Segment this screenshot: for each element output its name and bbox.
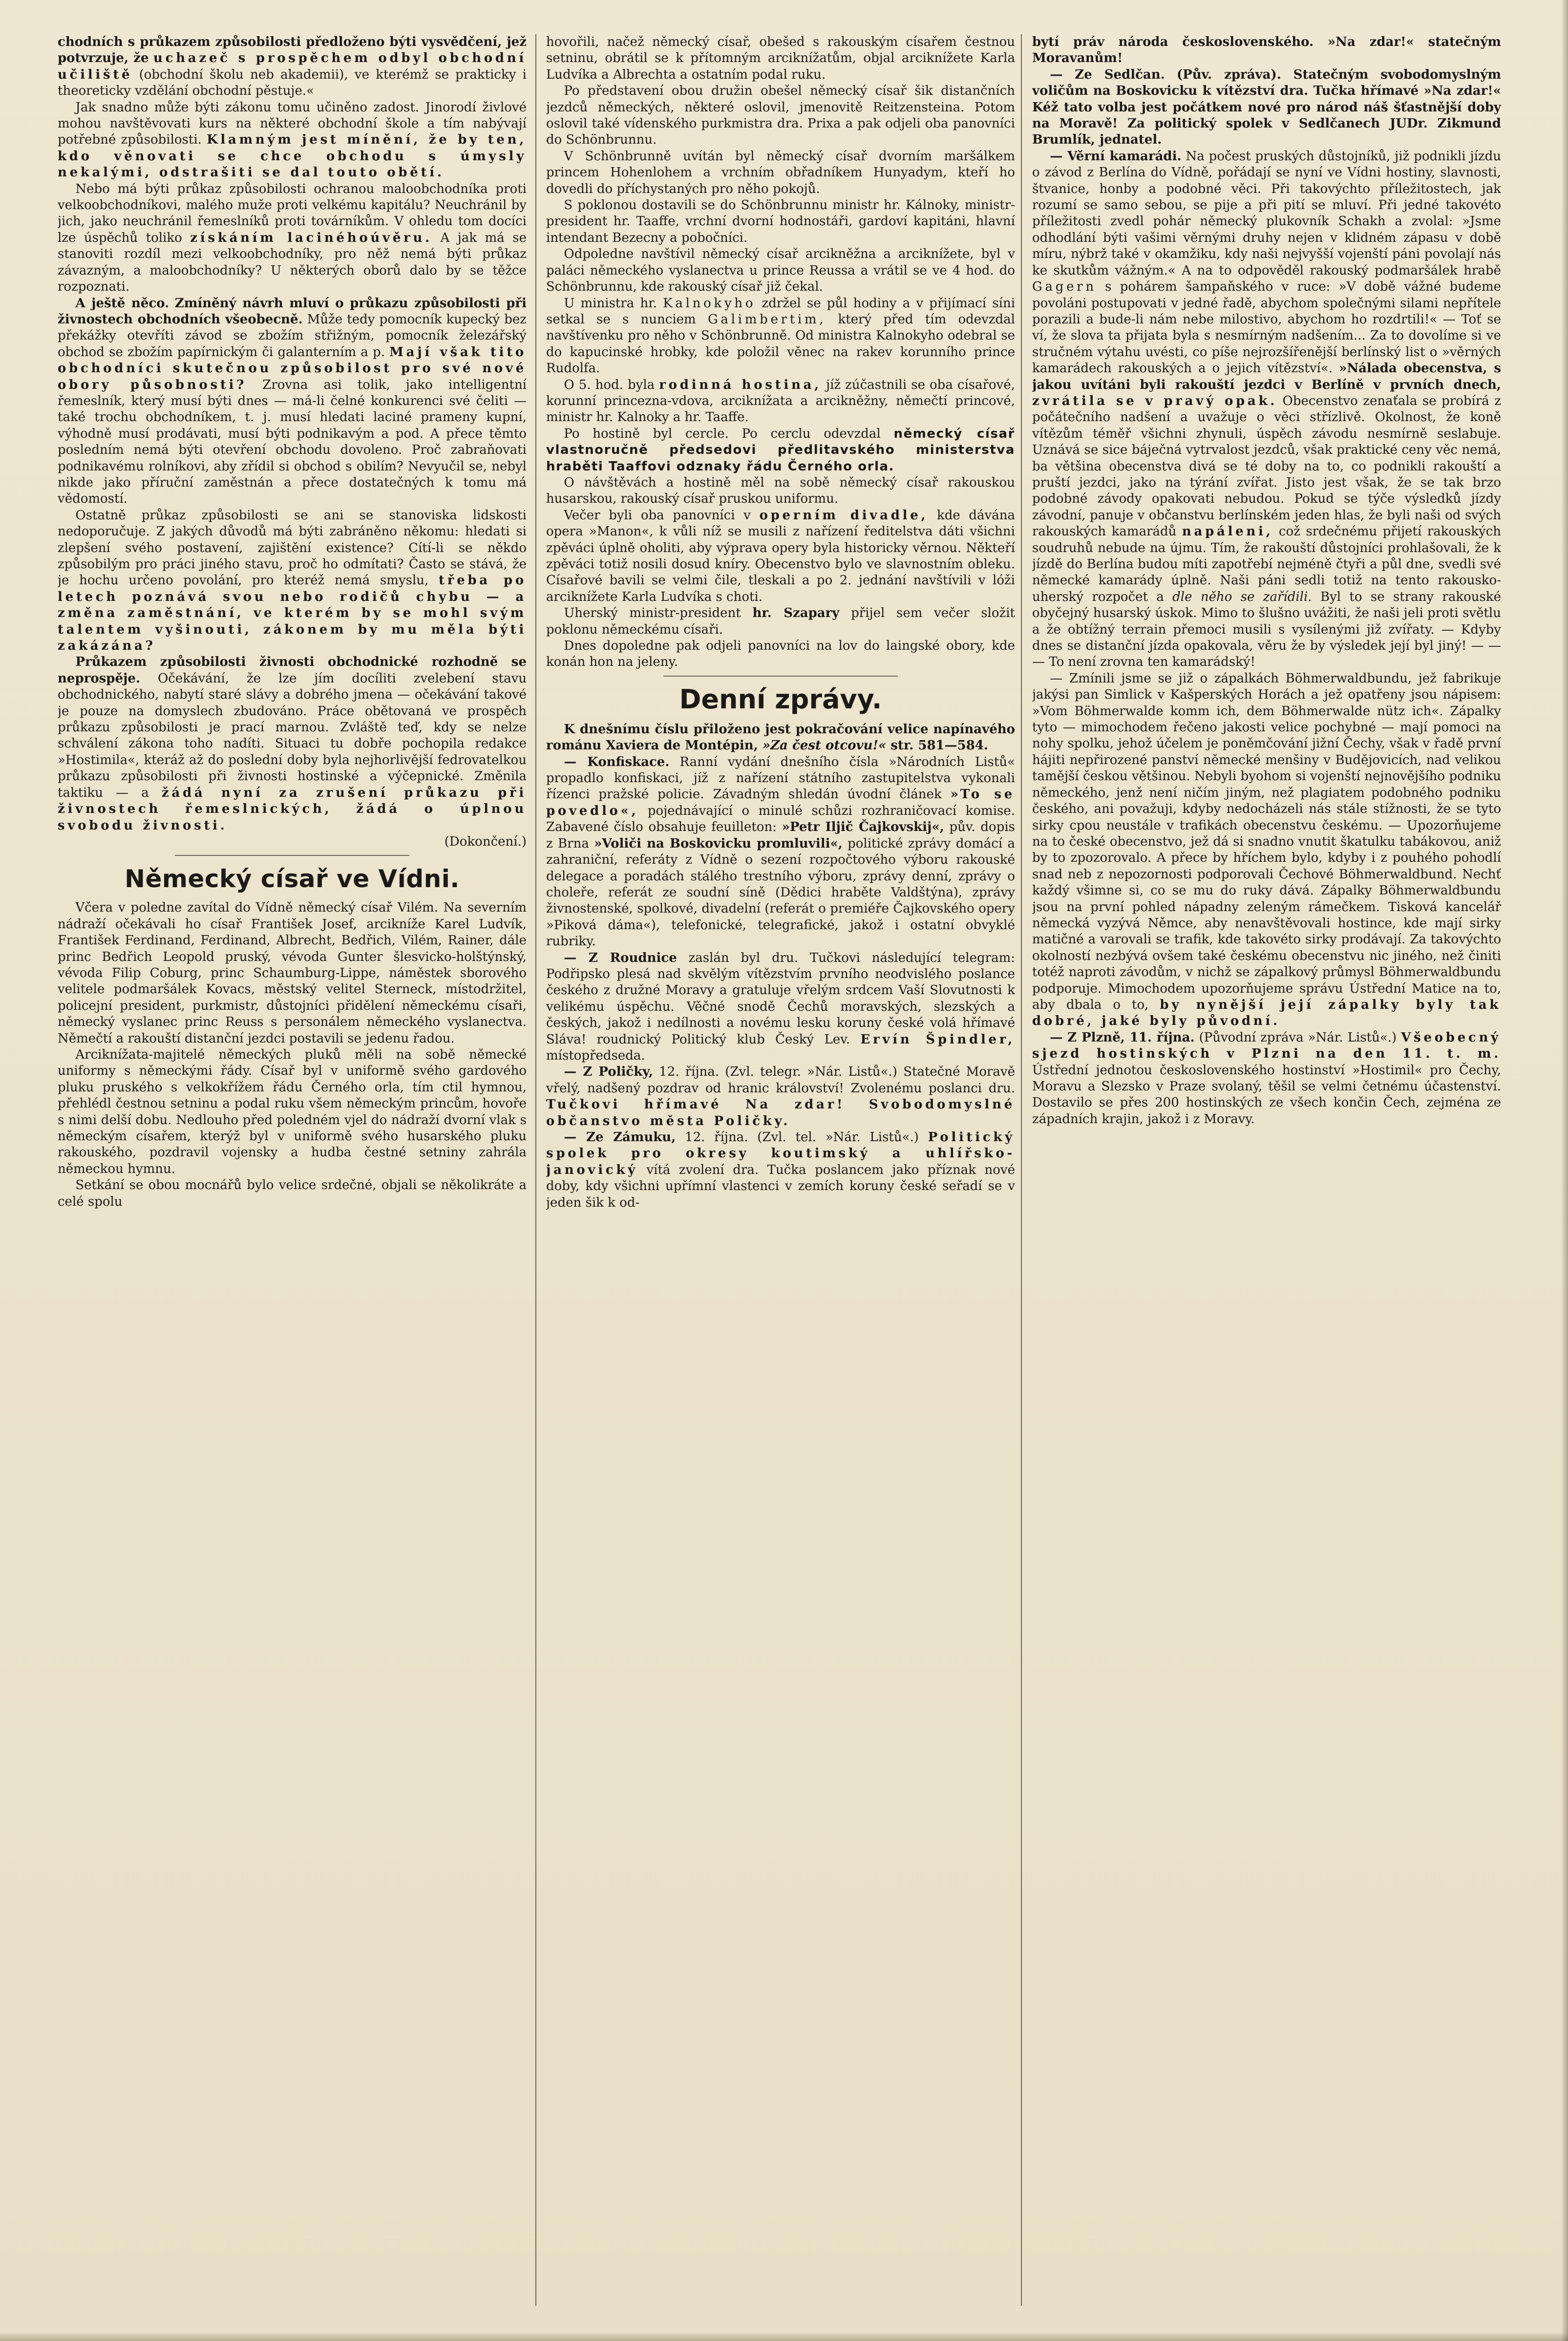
- paragraph: U ministra hr. Kalnokyho zdržel se půl hodiny a v přijímací síni setkal se s nunciem Galimbertim, který před tím odevzdal navštívenku pro něho v Schönbrunně. Od ministra Kalnokyho odebral se do kapucinské hrobky, kde položil věnec na rakev korunního prince Rudolfa.: [546, 296, 1015, 376]
- paragraph: — Zmínili jsme se již o zápalkách Böhmerwaldbundu, jež fabrikuje jakýsi pan Simlick v Kašperských Horách a jež opatřeny jsou nápisem: »Vom Böhmerwalde komm ich, dem Böhmerwalde nütz ich«. Zápalky tyto — mimochodem řečeno jakosti velice pochybné — mají pomoci na nohy spolku, jehož účelem je poněmčování jižní Čechy, však v řadě první hájiti nepřirozené panství německé menšiny v Budějovicích, nad velikou tamější českou většinou. Nebyli byohom si vojenští nejnovějšího podniku německého, jenž není ničím jiným, než plagiatem podobného podniku českého, ani považuji, kdyby nedocházeli nás stále stížnosti, že se tyto sirky cpou neustále v trafikách obecenstvu českému. — Upozorňujeme na to české obecenstvo, jež dá si snadno vnutit škatulku tabákovou, aniž by to zpozorovalo. A přece by hříchem bylo, kdyby i z pouhého pohodlí snad neb z nepozornosti podporovali Čechové Böhmerwaldbund. Nechť každý všimne si, co se mu do ruky dává. Zápalky Böhmerwaldbundu jsou na první pohled nápadny zeleným rámečkem. Tisková kancelář německá vyzývá Němce, aby nenavštěvovali hostince, kde mají sirky matičné a varovali se trafik, kde takovéto sirky prodávají. Za takovýchto okolností nezbývá ovšem také českému obecenstvu nic jiného, než činiti totéž naproti závodům, v nichž se zápalkový průmysl Böhmerwaldbundu podporuje. Mimochodem upozorňujeme správu Ústřední Matice na to, aby dbala o to, by nynější její zápalky byly tak dobré, jaké byly původní.: [1032, 671, 1501, 1029]
- paragraph: Setkání se obou mocnářů bylo velice srdečné, objali se několikráte a celé spolu: [58, 1178, 527, 1209]
- column-2: [546, 34, 1015, 2311]
- paragraph: — Ze Zámuku, 12. října. (Zvl. tel. »Nár. Listů«.) Politický spolek pro okresy koutimský a uhlířsko-janovický vítá zvolení dra. Tučka poslancem jako příznak nové doby, kdy všichni upřímní vlastenci v zemích koruny české seřadí se v jeden šik k od-: [546, 1130, 1015, 1210]
- paragraph: bytí práv národa československého. »Na zdar!« statečným Moravanům!: [1032, 35, 1501, 66]
- paragraph: chodních s průkazem způsobilosti předloženo býti vysvědčení, jež potvrzuje, že uchazeč s prospěchem odbyl obchodní učiliště (obchodní školu neb akademii), ve kterémž se prakticky i theoreticky vzdělání obchodní pěstuje.«: [58, 35, 527, 99]
- paragraph: Ostatně průkaz způsobilosti se ani se stanoviska lidskosti nedoporučuje. Z jakých důvodů má býti zabráněno někomu: hledati si zlepšení svého postavení, zajištění existence? Cítí-li se někdo způsobilým pro práci jiného stavu, proč ho odmítati? Často se stává, že je hochu určeno povolání, pro kteréž nemá smyslu, třeba po letech poznává svou nebo rodičů chybu — a změna zaměstnání, ve kterém by se mohl svým talentem vyšinouti, zákonem by mu měla býti zakázána?: [58, 508, 527, 654]
- section-heading: Německý císař ve Vídni.: [125, 865, 460, 894]
- page-edge: [1561, 0, 1568, 2341]
- page-edge: [0, 2332, 1568, 2341]
- paragraph: O návštěvách a hostině měl na sobě německý císař rakouskou husarskou, rakouský císař pruskou uniformu.: [546, 475, 1015, 507]
- paragraph: S poklonou dostavili se do Schönbrunnu ministr hr. Kálnoky, ministr-president hr. Taaffe, vrchní dvorní hodnostáři, gardoví kapitáni, hlavní intendant Bezecny a pobočníci.: [546, 198, 1015, 245]
- section-heading: Denní zprávy.: [679, 683, 882, 715]
- paragraph: — Z Roudnice zaslán byl dru. Tučkovi následující telegram: Podřipsko plesá nad skvělým vítězstvím prvního neodvislého poslance českého z družné Moravy a gratuluje vřelým srdcem Vaší Slovutnosti k velikému úspěchu. Věčné snodě Čechů moravských, slezských a českých, jakož i nedílnosti a novému lesku koruny české volá hřímavé Sláva! roudnický Politický klub Český Lev. Ervín Špindler, místopředseda.: [546, 950, 1015, 1063]
- paragraph: Po představení obou družin obešel německý císař šik distančních jezdců německých, některé oslovil, jmenovitě Reitzensteina. Potom oslovil také vídenského purkmistra dra. Prixa a pak odjeli oba panovníci do Schönbrunnu.: [546, 84, 1015, 148]
- paragraph: Průkazem způsobilosti živnosti obchodnické rozhodně se neprospěje. Očekávání, že lze jím docíliti zvelebení stavu obchodnického, nabytí staré slávy a dobrého jmena — očekávání takové je pouze na domyslech zbudováno. Práce obětovaná ve prospěch průkazu způsobilosti je prací marnou. Zvláště teď, kdy se nelze schválení zákona toho nadíti. Situaci tu dobře pochopila redakce »Hostimila«, kteráž až do poslední doby byla nejhorlivější fedrovatelkou průkazu způsobilosti při živnosti hostinské a výčepnické. Změnila taktiku — a žádá nyní za zrušení průkazu při živnostech řemeslnických, žádá o úplnou svobodu živnosti.: [58, 655, 527, 833]
- paragraph: Dnes dopoledne pak odjeli panovníci na lov do laingské obory, kde konán hon na jeleny.: [546, 638, 1015, 670]
- continuation-note: (Dokončení.): [444, 834, 527, 849]
- paragraph: Arciknížata-majitelé německých pluků měli na sobě německé uniformy s německými řády. Císař byl v uniformě svého gardového pluku pruského s velkokřížem řádu Černého orla, tím ctil hymnou, přehlédl čestnou setninu a podal ruku všem německým princům, hovoře s nimi delší dobu. Nedlouho před poledném vjel do nádraží dvorní vlak s německým císařem, kterýž byl v uniformě svého husarského pluku rakouského, pozdravil vojensky a hudba čestné setniny zahrála německou hymnu.: [58, 1047, 527, 1176]
- column-divider: [1021, 34, 1022, 2306]
- paragraph: Včera v poledne zavítal do Vídně německý císař Vilém. Na severním nádraží očekávali ho císař František Josef, arcikníže Karel Ludvík, František Ferdinand, Ferdinand, Albrecht, Bedřich, Vilém, Rainer, dále princ Bedřich Leopold pruský, vévoda Gunter šlesvicko-holštýnský, vévoda Filip Coburg, princ Schaumburg-Lippe, náměstek sborového velitele podmaršálek Kovacs, městský velitel Sterneck, místodržitel, policejní president, purkmistr, důstojníci přidělení německému císaři, německý vyslanec princ Reuss s personálem německého vyslanectva. Němečtí a rakouští distanční jezdci postavili se jedenu řadou.: [58, 900, 527, 1046]
- paragraph: Večer byli oba panovníci v operním divadle, kde dávána opera »Manon«, k vůli níž se musili z nařízení ředitelstva dáti všichni zpěváci úplně oholiti, aby výprava opery byla historicky věrnou. Někteří zpěváci totiž nosili dosud kníry. Obecenstvo bylo ve slavnostním obleku. Císařové bavili se velmi čile, tleskali a po 2. jednání navštívili v lóži arciknížete Karla Ludvíka s choti.: [546, 508, 1015, 604]
- column-divider: [535, 34, 536, 2306]
- column-1: [58, 34, 527, 2311]
- paragraph: O 5. hod. byla rodinná hostina, jíž zúčastnili se oba císařové, korunní princezna-vdova, arciknížata a arcikněžny, němečtí princové, ministr hr. Kalnoky a hr. Taaffe.: [546, 377, 1015, 425]
- paragraph: Odpoledne navštívil německý císař arcikněžna a arciknížete, byl v paláci německého vyslanectva u prince Reussa a vrátil se ve 4 hod. do Schönbrunnu, kde rakouský císař již čekal.: [546, 247, 1015, 295]
- section-rule: [663, 676, 898, 677]
- paragraph: — Ze Sedlčan. (Pův. zpráva). Statečným svobodomyslným voličům na Boskovicku k vítězství dra. Tučka hřímavé »Na zdar!« Kéž tato volba jest počátkem nové pro národ náš šťastnější doby na Moravě! Za politický spolek v Sedlčanech JUDr. Zikmund Brumlík, jednatel.: [1032, 67, 1501, 148]
- paragraph: — Z Plzně, 11. října. (Původní zpráva »Nár. Listů«.) Všeobecný sjezd hostinských v Plzni na den 11. t. m. Ústřední jednotou československého hostinství »Hostimil« pro Čechy, Moravu a Slezsko v Praze svolaný, těšil se velmi četnému účastenství. Dostavilo se přes 200 hostinských ze všech končin Čech, zejména ze západních krajin, jakož i z Moravy.: [1032, 1030, 1501, 1127]
- paragraph: A ještě něco. Zmíněný návrh mluví o průkazu způsobilosti při živnostech obchodních všeobecně. Může tedy pomocník kupecký bez překážky otevříti závod se zbožím střižným, pomocník železářský obchod se zbožím papírnickým či galanterním a p. Mají však tito obchodníci skutečnou způsobilost pro své nové obory působnosti? Zrovna asi tolik, jako intelligentní řemeslník, který musí býti dnes — má-li čelné konkurenci své čeliti — také trochu obchodníkem, t. j. musí hledati laciné prameny kupní, výhodně musí prodávati, musí býti podnikavým a pod. A přece těmto posledním nemá býti otevření obchodu dovoleno. Proč zabraňovati podnikavému rolníkovi, aby zřídil si obchod s obilím? Nevyučil se, nebyl nikde jako příruční zaměstnán a přece dostatečných k tomu má vědomostí.: [58, 296, 527, 507]
- paragraph: Jak snadno může býti zákonu tomu učiněno zadost. Jinorodí živlové mohou navštěvovati kurs na některé obchodní škole a tím nabývají potřebné způsobilosti. Klamným jest mínění, že by ten, kdo věnovati se chce obchodu s úmysly nekalými, odstrašiti se dal touto obětí.: [58, 100, 527, 180]
- paragraph: V Schönbrunně uvítán byl německý císař dvorním maršálkem princem Hohenlohem a vrchním obřadníkem Hunyadym, kteří ho dovedli do příchystaných pro něho pokojů.: [546, 149, 1015, 196]
- paragraph: Nebo má býti průkaz způsobilosti ochranou maloobchodníka proti velkoobchodníkovi, malého muže proti velkému kapitálu? Neuchránil by jich, jako neuchránil řemeslníků proti továrníkům. V ohledu tom docíci lze úspěchů toliko získáním lacinéhoúvěru. A jak má se stanoviti rozdíl mezi velkoobchodníky, pro něž nemá býti průkaz závazným, a maloobchodníky? U některých oborů dalo by se těžce rozpoznati.: [58, 181, 527, 295]
- paragraph: Uherský ministr-president hr. Szapary přijel sem večer složit poklonu německému císaři.: [546, 606, 1015, 637]
- paragraph: — Konfiskace. Ranní vydání dnešního čísla »Národních Listů« propadlo konfiskaci, jíž z nařízení státního zastupitelstva vykonali řízenci pražské policie. Závadným shledán úvodní článek »To se povedlo«, pojednávající o minulé schůzi rozhraničovací komise. Zabavené číslo obsahuje feuilleton: »Petr Iljič Čajkovskij«, pův. dopis z Brna »Voliči na Boskovicku promluvili«, politické zprávy domácí a zahraniční, referáty z Vídně o sezení rozpočtového výboru rakouské delegace a poradách stálého trestního výboru, zprávy denní, zprávy o choleře, referát ze soudní síně (Dědici hraběte Valdštýna), zprávy živnostenské, spolkové, divadelní (referát o premiéře Čajkovského opery »Piková dáma«), telefonické, telegrafické, jakož i ostatní obvyklé rubriky.: [546, 754, 1015, 949]
- paragraph: — Z Poličky, 12. října. (Zvl. telegr. »Nár. Listů«.) Statečné Moravě vřelý, nadšený pozdrav od hranic království! Zvolenému poslanci dru. Tučkovi hřímavé Na zdar! Svobodomyslné občanstvo města Poličky.: [546, 1064, 1015, 1128]
- paragraph: K dnešnímu číslu přiloženo jest pokračování velice napínavého románu Xaviera de Montépin, »Za čest otcovu!« str. 581—584.: [546, 722, 1015, 753]
- paragraph: hovořili, načež německý císař, obešed s rakouským císařem čestnou setninu, obrátil se k přítomným arciknížatům, objal arciknížete Karla Ludvíka a Albrechta a ostatním podal ruku.: [546, 35, 1015, 82]
- column-3: [1032, 34, 1501, 2311]
- section-rule: [175, 855, 409, 856]
- paragraph: Po hostině byl cercle. Po cerclu odevzdal německý císař vlastnoručně předsedovi předlitavského ministerstva hraběti Taaffovi odznaky řádu Černého orla.: [546, 426, 1015, 474]
- paragraph: — Věrní kamarádi. Na počest pruských důstojníků, již podnikli jízdu o závod z Berlína do Vídně, pořádají se nyní ve Vídni hostiny, slavnosti, štvanice, honby a podobné věci. Při takovýchto příležitostech, jak rozumí se samo sebou, se pije a při pití se mluví. Při jedné takovéto příležitosti zvedl pohár německý plukovník Schakh a zvolal: »Jsme odhodlání býti vašimi věrnými druhy nejen v klidném zápasu v době míru, nýbrž také v okamžiku, kdy naši nejvyšší vojenští páni povolají nás ke skutkům vážným.« A na to odpověděl rakouský podmaršálek hrabě Gagern s pohárem šampaňského v ruce: »V době vážné budeme povoláni postupovati v jedné řadě, abychom společnými silami nepřítele porazili a bude-li nám nebe milostivo, abychom ho rozdrtili!« — Toť se ví, že slova ta přijata byla s nesmírným nadšením... Za to dovolíme si ve stručném výtahu uvésti, co píše nejrozšířenější berlínský list o »věrných kamarádech rakouských a o jejich vítězství«. »Nálada obecenstva, s jakou uvítáni byli rakouští jezdci v Berlíně v prvních dnech, zvrátila se v pravý opak. Obecenstvo zenaťala se probírá z počátečního nadšení a uvažuje o věci střízlivě. Okolnost, že koně vítězům téměř všichni zhynuli, úspěch závodu nesmírně seslabuje. Uznává se sice báječná vytrvalost jezdců, však praktické ceny věc nemá, ba většina obecenstva divá se té doby na to, co podnikli rakouští a pruští jezdci, jako na týrání zvířat. Jisto jest však, že se tak brzo podobné závody opakovati nebudou. Pokud se týče výsledků jízdy závodní, panuje v občanstvu berlínském jeden hlas, že byli naši od svých rakouských kamarádů napáleni, což srdečnému přijetí rakouských soudruhů nebude na újmu. Tím, že rakouští důstojníci prohlašovali, že k jízdě do Berlína budou míti zapotřebí nejméně čtyři a půl dne, svedli své německé kamarády úplně. Naši páni sedli totiž na tento rakousko-uherský rozpočet a dle něho se zařídili. Byl to se strany rakouské obyčejný husarský úskok. Mimo to šlušno uvážiti, že naši jeli proti světlu a že obtížný terrain přemoci musili s vysílenými již zvířaty. — Kdyby dnes se distanční jízda opakovala, věru že by výsledek její byl jiný! — — — To není zrovna ten kamarádský!: [1032, 149, 1501, 670]
